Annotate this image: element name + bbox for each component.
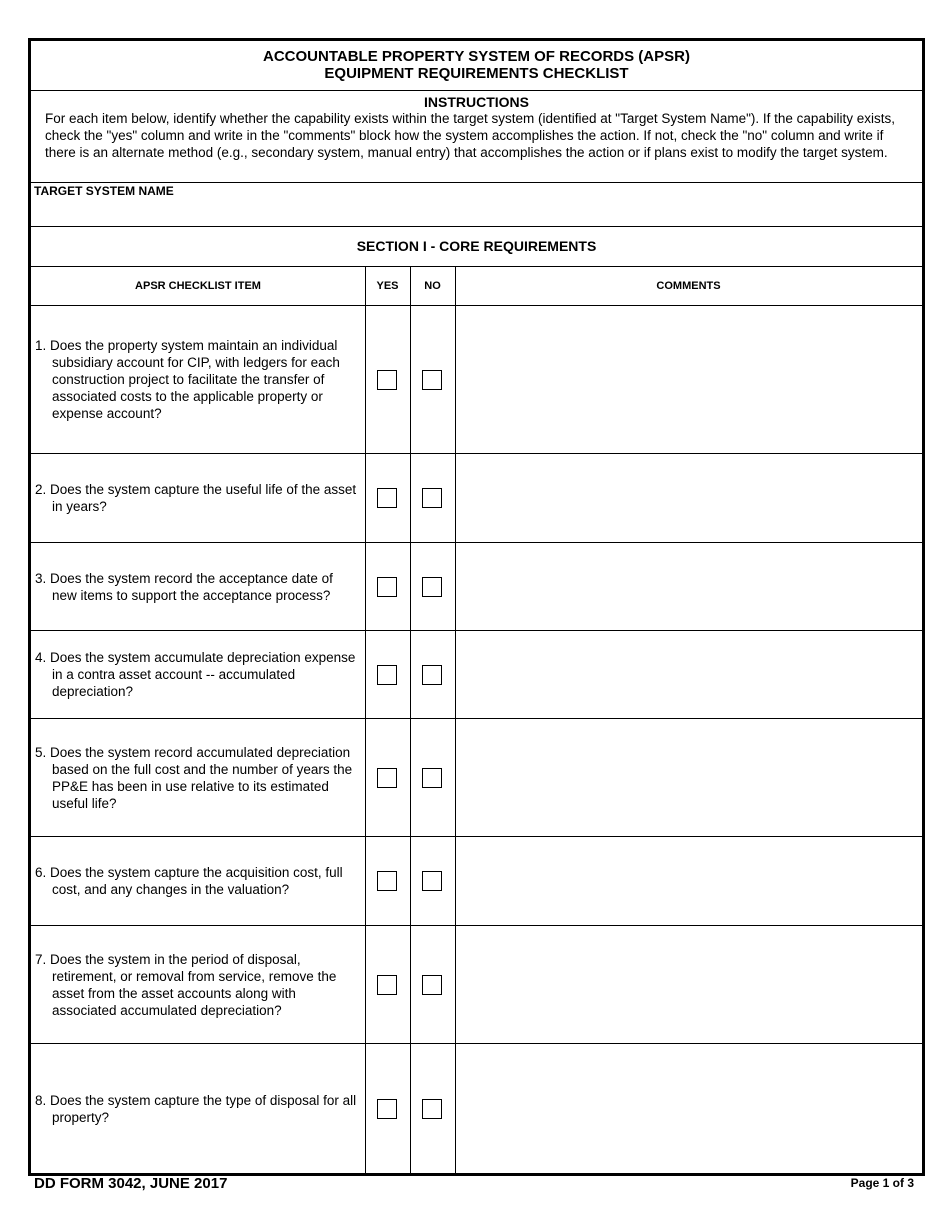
section-title: SECTION I - CORE REQUIREMENTS xyxy=(31,227,922,267)
checklist-row xyxy=(31,306,922,454)
instructions-heading: INSTRUCTIONS xyxy=(424,94,529,110)
no-checkbox[interactable] xyxy=(422,577,442,597)
question-text: 3. Does the system record the acceptance date of new items to support the acceptance process? xyxy=(35,570,333,603)
column-divider xyxy=(365,267,366,1173)
no-checkbox[interactable] xyxy=(422,488,442,508)
yes-checkbox[interactable] xyxy=(377,370,397,390)
checklist-row xyxy=(31,837,922,926)
form-number: DD FORM 3042, JUNE 2017 xyxy=(34,1175,228,1192)
column-header-comments: COMMENTS xyxy=(455,267,922,306)
question-text: 1. Does the property system maintain an individual subsidiary account for CIP, with ledgers for each construction project to facilitate the transfer of associated costs to the applicable property or expense account? xyxy=(35,338,340,421)
yes-checkbox[interactable] xyxy=(377,665,397,685)
target-system-field[interactable] xyxy=(31,183,922,227)
comment-field[interactable] xyxy=(457,719,922,836)
checklist-row xyxy=(31,631,922,719)
target-system-label: TARGET SYSTEM NAME xyxy=(34,184,174,198)
form-title-line2: EQUIPMENT REQUIREMENTS CHECKLIST xyxy=(324,65,629,82)
yes-checkbox[interactable] xyxy=(377,768,397,788)
form-title-line1: ACCOUNTABLE PROPERTY SYSTEM OF RECORDS (APSR) xyxy=(263,48,690,65)
question-text: 6. Does the system capture the acquisition cost, full cost, and any changes in the valuation? xyxy=(35,865,343,897)
comment-field[interactable] xyxy=(457,454,922,542)
checklist-question xyxy=(35,719,361,836)
checklist-question xyxy=(35,1044,361,1173)
checklist-question xyxy=(35,837,361,925)
yes-checkbox[interactable] xyxy=(377,577,397,597)
checklist-row xyxy=(31,454,922,543)
no-checkbox[interactable] xyxy=(422,370,442,390)
checklist-row xyxy=(31,1044,922,1173)
form-title xyxy=(31,41,922,91)
page-number: Page 1 of 3 xyxy=(850,1176,914,1190)
checklist-question xyxy=(35,543,361,630)
yes-checkbox[interactable] xyxy=(377,1099,397,1119)
no-checkbox[interactable] xyxy=(422,871,442,891)
checklist-question xyxy=(35,306,361,453)
checklist-row xyxy=(31,926,922,1044)
checklist-question xyxy=(35,926,361,1043)
column-header-yes: YES xyxy=(365,267,410,306)
yes-checkbox[interactable] xyxy=(377,975,397,995)
question-text: 5. Does the system record accumulated depreciation based on the full cost and the number of years the PP&E has been in use relative to its estimated useful life? xyxy=(35,744,353,811)
question-text: 2. Does the system capture the useful life of the asset in years? xyxy=(35,482,357,514)
yes-checkbox[interactable] xyxy=(377,488,397,508)
comment-field[interactable] xyxy=(457,631,922,718)
yes-checkbox[interactable] xyxy=(377,871,397,891)
checklist-question xyxy=(35,454,361,542)
comment-field[interactable] xyxy=(457,543,922,630)
no-checkbox[interactable] xyxy=(422,975,442,995)
question-text: 8. Does the system capture the type of disposal for all property? xyxy=(35,1092,357,1125)
instructions-block xyxy=(31,91,922,183)
question-text: 4. Does the system accumulate depreciation expense in a contra asset account -- accumulated depreciation? xyxy=(35,650,356,699)
comment-field[interactable] xyxy=(457,926,922,1043)
no-checkbox[interactable] xyxy=(422,1099,442,1119)
instructions-text: For each item below, identify whether the capability exists within the target system (identified at "Target System Name"). If the capability exists, check the "yes" column and write in the "comments" block how the system accomplishes the action. If not, check the "no" column and write if there is an alternate method (e.g., secondary system, manual entry) that accomplishes the action or if plans exist to modify the target system. xyxy=(45,111,895,160)
no-checkbox[interactable] xyxy=(422,665,442,685)
comment-field[interactable] xyxy=(457,306,922,453)
question-text: 7. Does the system in the period of disposal, retirement, or removal from service, remove the asset from the asset accounts along with associated accumulated depreciation? xyxy=(35,951,337,1018)
checklist-row xyxy=(31,719,922,837)
checklist-question xyxy=(35,631,361,718)
comment-field[interactable] xyxy=(457,837,922,925)
no-checkbox[interactable] xyxy=(422,768,442,788)
checklist-form xyxy=(28,38,925,1176)
column-divider xyxy=(410,267,411,1173)
column-divider xyxy=(455,267,456,1173)
comment-field[interactable] xyxy=(457,1044,922,1173)
checklist-row xyxy=(31,543,922,631)
column-header-item: APSR CHECKLIST ITEM xyxy=(31,267,365,306)
column-header-no: NO xyxy=(410,267,455,306)
